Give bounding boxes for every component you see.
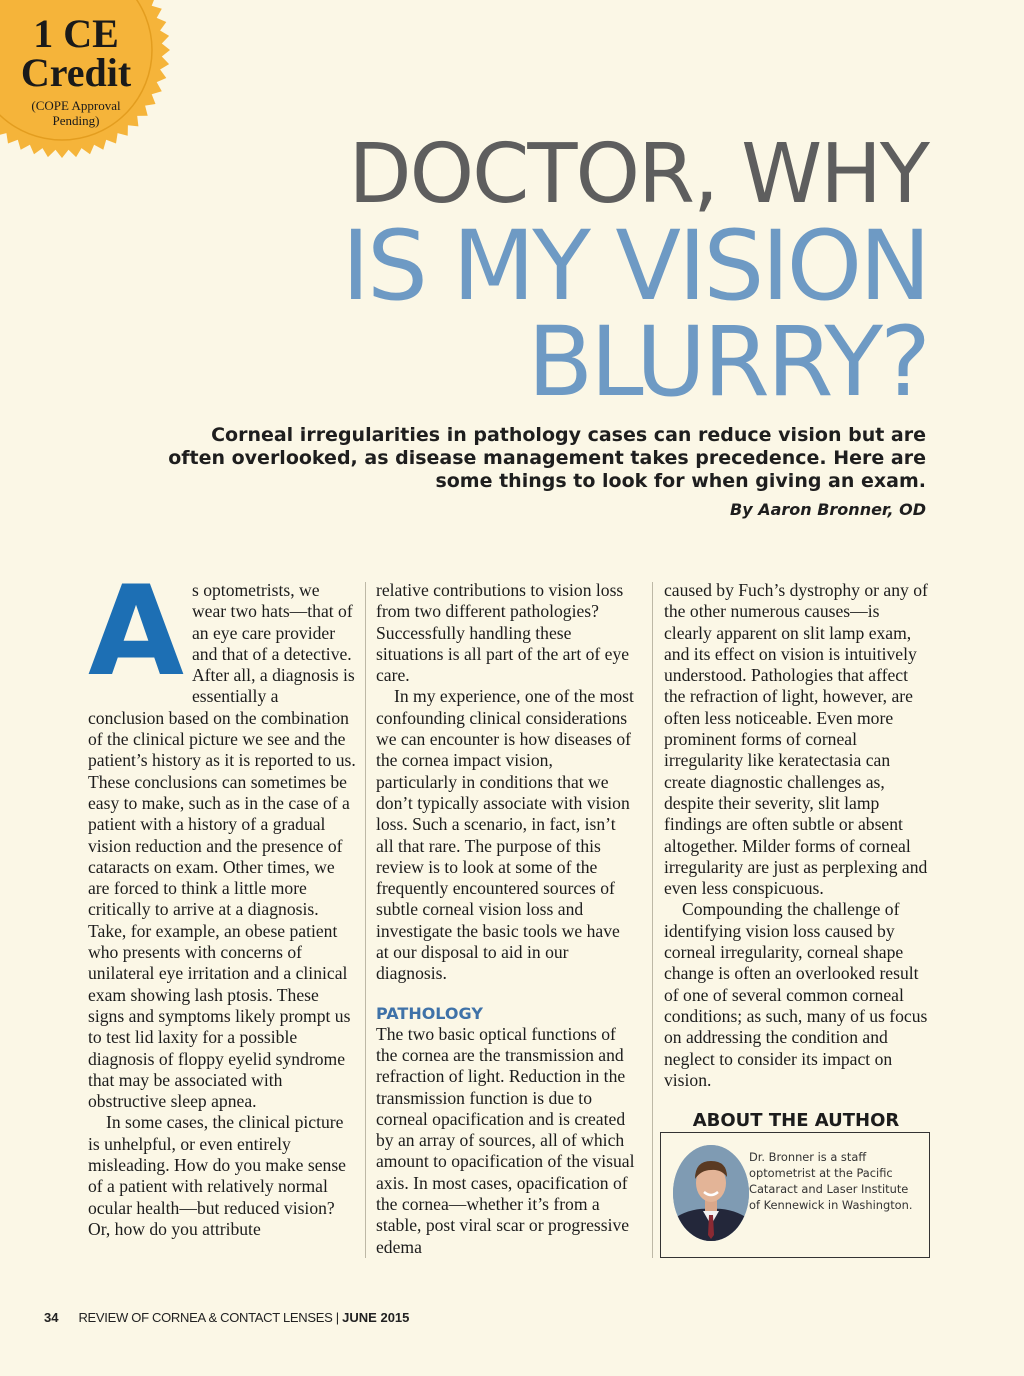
title-line-1: DOCTOR, WHY: [348, 127, 928, 222]
badge-note-line-1: (COPE Approval: [31, 98, 121, 113]
title-line-3: BLURRY?: [527, 306, 928, 418]
author-photo-avatar: [673, 1145, 749, 1241]
paragraph: caused by Fuch’s dystrophy or any of the other numerous causes—is clearly apparent on slit lamp exam, and its effect on vision is intuitively understood. Pathologies that affect the refraction of light, however, are often less noticeable. Even more prominent forms of corneal irregularity like keratectasia can create diagnostic challenges as, despite their severity, slit lamp findings are often subtle or absent altogether. Milder forms of corneal irregularity are just as perplexing and even less conspicuous.: [664, 580, 928, 899]
column-divider: [652, 582, 653, 1258]
column-3: [664, 580, 930, 1091]
article-deck: [136, 424, 926, 493]
badge-text: [0, 11, 152, 128]
column-2: [376, 580, 636, 1258]
about-author-box: [660, 1132, 930, 1258]
article-title: [341, 127, 928, 418]
author-portrait-icon: [673, 1145, 749, 1241]
badge-line-1: 1 CE: [33, 11, 119, 56]
about-author-heading: ABOUT THE AUTHOR: [692, 1110, 900, 1131]
byline: By Aaron Bronner, OD: [730, 500, 926, 519]
publication-name: REVIEW OF CORNEA & CONTACT LENSES |: [78, 1310, 343, 1325]
page-footer: [44, 1310, 409, 1325]
title-line-2: IS MY VISION: [341, 210, 928, 322]
paragraph: Compounding the challenge of identifying vision loss caused by corneal irregularity, corneal shape change is often an overlooked result of one of several common corneal conditions; as such, many of us focus on addressing the condition and neglect to consider its impact on vision.: [664, 899, 928, 1090]
paragraph: relative contributions to vision loss from two different pathologies? Successfully handling these situations is all part of the art of eye care.: [376, 580, 630, 686]
drop-cap: A: [88, 560, 184, 704]
about-author-text: Dr. Bronner is a staff optometrist at the Pacific Cataract and Laser Institute of Kennewick in Washington.: [749, 1150, 913, 1212]
page-number: 34: [44, 1310, 59, 1325]
issue-date: JUNE 2015: [342, 1310, 410, 1325]
paragraph: The two basic optical functions of the cornea are the transmission and refraction of light. Reduction in the transmission function is due to corneal opacification and is created by an array of sources, all of which amount to opacification of the visual axis. In most cases, opacification of the cornea—whether it’s from a stable, post viral scar or progressive edema: [376, 1023, 635, 1257]
column-1: [88, 560, 356, 1240]
deck-line-3: some things to look for when giving an exam.: [435, 470, 926, 492]
column-divider: [365, 582, 366, 1258]
paragraph: In my experience, one of the most confounding clinical considerations we can encounter is how diseases of the cornea impact vision, particularly in conditions that we don’t typically associate with vision loss. Such a scenario, in fact, isn’t all that rare. The purpose of this review is to look at some of the frequently encountered sources of subtle corneal vision loss and investigate the basic tools we have at our disposal to aid in our diagnosis.: [376, 686, 634, 984]
deck-line-2: often overlooked, as disease management takes precedence. Here are: [168, 447, 926, 469]
deck-line-1: Corneal irregularities in pathology cases can reduce vision but are: [211, 424, 926, 446]
section-heading-pathology: PATHOLOGY: [376, 1003, 483, 1023]
paragraph: s optometrists, we wear two hats—that of an eye care provider and that of a detective. After all, a diagnosis is essentially a conclusion based on the combination of the clinical picture we see and the patient’s history as it is reported to us. These conclusions can sometimes be easy to make, such as in the case of a patient with a history of a gradual vision reduction and the presence of cataracts on exam. Other times, we are forced to think a little more critically to arrive at a diagnosis. Take, for example, an obese patient who presents with concerns of unilateral eye irritation and a clinical exam showing lash ptosis. These signs and symptoms likely prompt us to test lid laxity for a possible diagnosis of floppy eyelid syndrome that may be associated with obstructive sleep apnea.: [88, 580, 356, 1112]
paragraph: In some cases, the clinical picture is unhelpful, or even entirely misleading. How do you make sense of a patient with relatively normal ocular health—but reduced vision? Or, how do you attribute: [88, 1112, 346, 1239]
badge-note-line-2: Pending): [52, 113, 100, 128]
badge-note: [0, 98, 152, 128]
badge-line-2: Credit: [20, 50, 132, 95]
